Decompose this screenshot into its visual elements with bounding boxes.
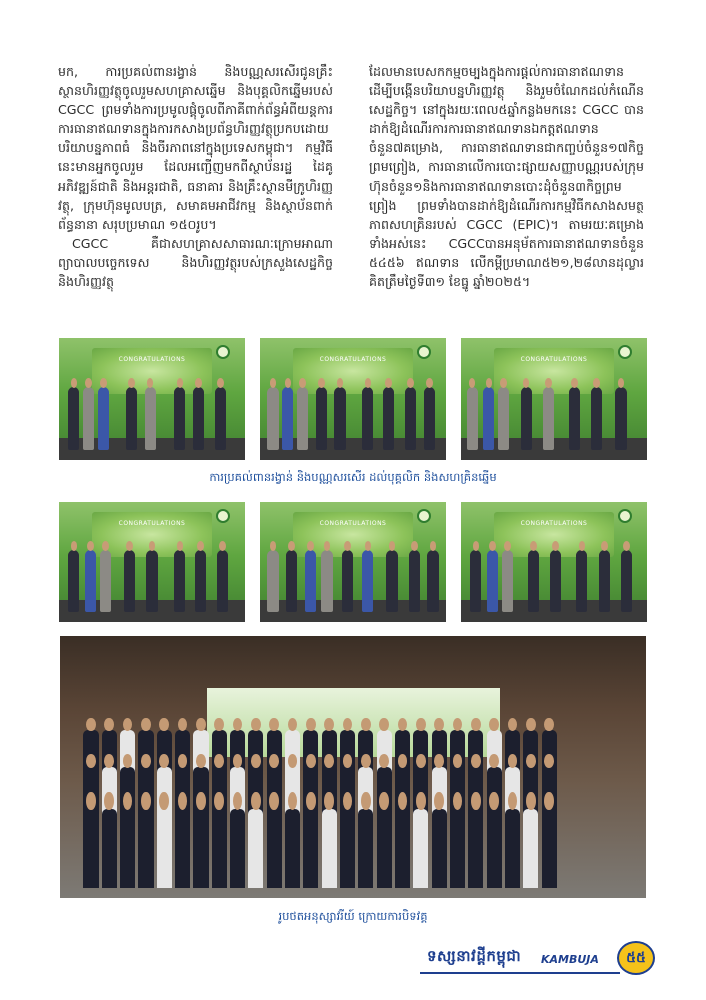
banner-text: CONGRATULATIONS: [319, 356, 387, 364]
award-photo-4: [59, 502, 245, 622]
paragraph: CGCC គឺជាសហគ្រាសសាធារណៈក្រោមអាណាព្យាបាលបច្ចេកទេស និងហិរញ្ញវត្ថុរបស់ក្រសួងសេដ្ឋកិច្ច និងហិរញ្ញវត្ថុ: [58, 235, 333, 290]
caption-group-photo: រូបថតអនុស្សាវរីយ៍ ក្រោយការបិទវគ្គ: [278, 909, 428, 923]
kambuja-label: KAMBUJA: [541, 953, 599, 966]
award-photo-6: [461, 502, 647, 622]
banner-text: CONGRATULATIONS: [520, 519, 588, 527]
caption-awards: ការប្រគល់ពានរង្វាន់ និងបណ្ណសរសើរ ដល់បុគ្គលិក និងសហគ្រិនឆ្នើម: [209, 470, 497, 484]
banner-text: CONGRATULATIONS: [319, 519, 387, 527]
award-photo-3: [461, 338, 647, 460]
banner-text: CONGRATULATIONS: [118, 356, 186, 364]
article-left-column: [58, 62, 333, 291]
article-right-column: [369, 62, 644, 291]
footer-divider: [420, 972, 620, 974]
paragraph: ដែលមានបេសកកម្មចម្បងក្នុងការផ្តល់ការធានាឥណទាន ដើម្បីបង្កើនបរិយាបន្នហិរញ្ញវត្ថុ និងរួមចំណែកដល់កំណើនសេដ្ឋកិច្ច។ នៅក្នុងរយៈពេល៥ឆ្នាំកន្លងមកនេះ CGCC បានដាក់ឱ្យដំណើរការការធានាឥណទានឯកត្តឥណទានចំនួន៧គម្រោង, ការធានាឥណទានជាកញ្ចប់ចំនួន១៧កិច្ចព្រមព្រៀង, ការធានាលើការបោះផ្សាយសញ្ញាបណ្ណរបស់ក្រុមហ៊ុនចំនួន១និងការធានាឥណទានបោះដុំចំនួន៣កិច្ចព្រមព្រៀង ព្រមទាំងបានដាក់ឱ្យដំណើរការកម្មវិធីកសាងសមត្ថភាពសហគ្រិនរបស់ CGCC (EPIC)។ តាមរយៈគម្រោងទាំងអស់នេះ CGCCបានអនុម័តការធានាឥណទានចំនួន ៥៤៥៦ ឥណទាន លើកម្ពីប្រមាណ៥២១,២៨លានដុល្លារ គិតត្រឹមថ្ងៃទី៣១ ខែធ្នូ ឆ្នាំ២០២៥។: [369, 64, 644, 290]
page-number: ៥៥: [617, 941, 655, 975]
magazine-name: ទស្សនាវដ្តីកម្ពុជា: [427, 947, 522, 965]
group-photo: [60, 636, 646, 898]
banner-text: CONGRATULATIONS: [118, 519, 186, 527]
banner-text: CONGRATULATIONS: [520, 356, 588, 364]
paragraph: មក, ការប្រគល់ពានរង្វាន់ និងបណ្ណសរសើរជូនគ្រឹះស្ថានហិរញ្ញវត្ថុចូលរួមសហគ្រាសឆ្នើម និងបុគ្គលិកឆ្នើមរបស់ CGCC ព្រមទាំងការប្រមូលផ្តុំចូលពីភាគីពាក់ព័ន្ធអំពីយន្តការការធានាឥណទានក្នុងការកសាងប្រព័ន្ធហិរញ្ញវត្ថុប្រកបដោយបរិយាបន្នភាពធំ និងចីរភាពនៅក្នុងប្រទេសកម្ពុជា។ កម្មវិធីនេះមានអ្នកចូលរួម ដែលអញ្ជើញមកពីស្ថាប័នរដ្ឋ ដៃគូអភិវឌ្ឍន៍ជាតិ និងអន្តរជាតិ, ធនាគារ និងគ្រឹះស្ថានមីក្រូហិរញ្ញវត្ថុ, ក្រុមហ៊ុនមូលបត្រ, សមាគមអាជីវកម្ម និងស្ថាប័នពាក់ព័ន្ធនានា សរុបប្រមាណ ១៥០រូប។: [58, 64, 333, 232]
award-photo-2: [260, 338, 446, 460]
award-photo-1: [59, 338, 245, 460]
award-photo-5: [260, 502, 446, 622]
